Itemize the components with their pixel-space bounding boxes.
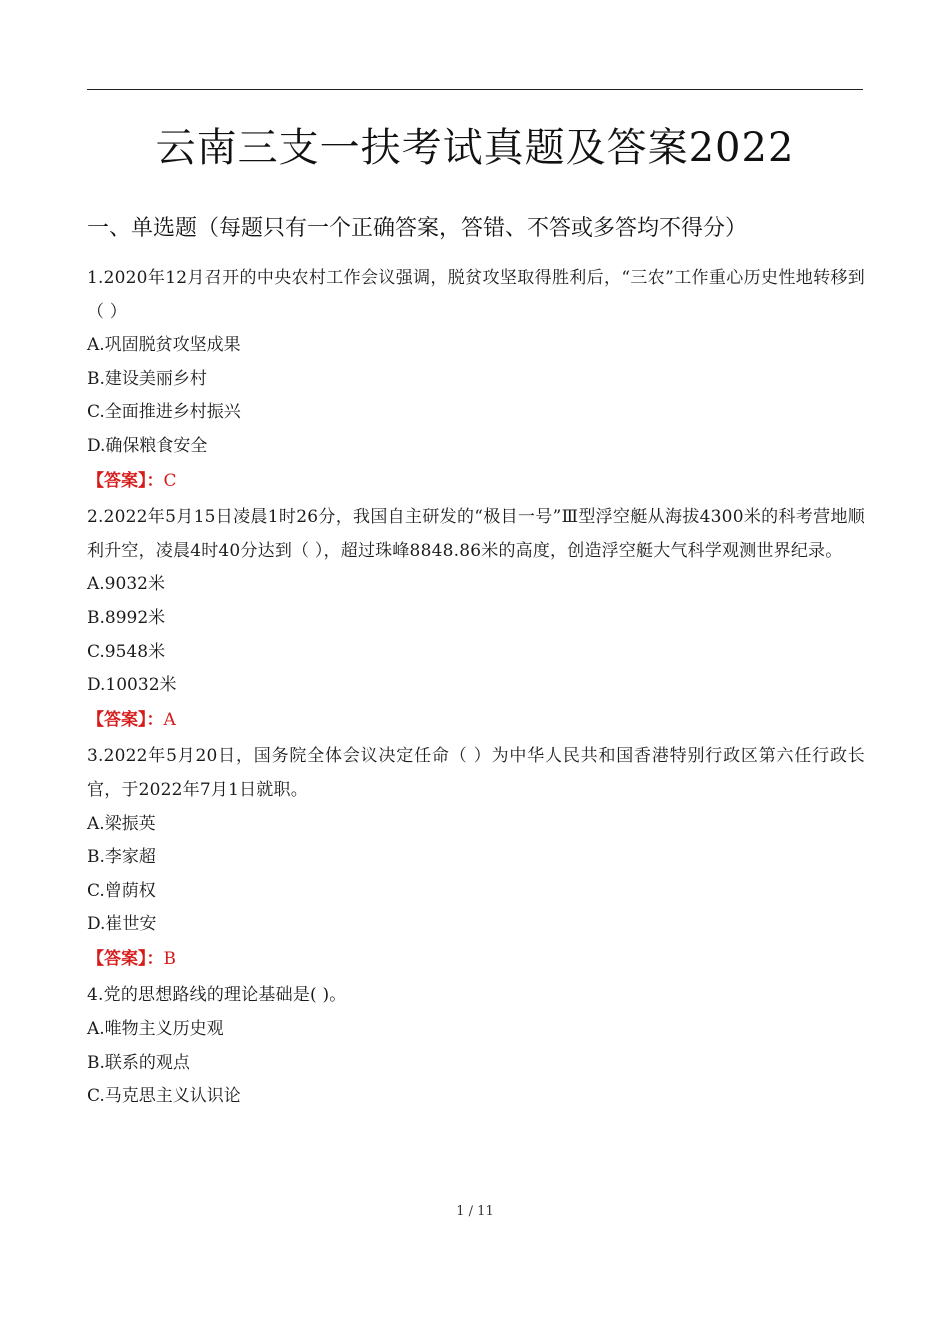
option-d: D.确保粮食安全 — [87, 435, 208, 456]
section-heading: 一、单选题（每题只有一个正确答案，答错、不答或多答均不得分） — [87, 216, 748, 241]
answer-value: C — [163, 470, 177, 491]
header-rule — [87, 89, 863, 90]
question-block — [87, 501, 865, 737]
question-text: 4.党的思想路线的理论基础是( )。 — [87, 985, 347, 1006]
question-block — [87, 740, 865, 976]
option-b: B.联系的观点 — [87, 1052, 190, 1073]
answer-line — [87, 465, 865, 499]
question-text: 2.2022年5月15日凌晨1时26分，我国自主研发的“极目一号”Ⅲ型浮空艇从海拔4300米的科考营地顺利升空，凌晨4时40分达到（ ），超过珠峰8848.86米的高度，创造浮空艇大气科学观测世界纪录。 — [87, 507, 865, 561]
question-block — [87, 979, 865, 1113]
question-text: 3.2022年5月20日，国务院全体会议决定任命（ ）为中华人民共和国香港特别行政区第六任行政长官，于2022年7月1日就职。 — [87, 746, 865, 800]
option-c: C.曾荫权 — [87, 880, 156, 901]
option-d: D.崔世安 — [87, 914, 157, 935]
answer-line — [87, 943, 865, 977]
answer-label: 【答案】： — [87, 948, 164, 969]
answer-line — [87, 704, 865, 738]
answer-value: A — [163, 709, 176, 730]
option-a: A.9032米 — [87, 574, 165, 595]
option-b: B.8992米 — [87, 607, 166, 628]
option-c: C.马克思主义认识论 — [87, 1086, 241, 1107]
question-list — [87, 262, 865, 1114]
answer-label: 【答案】： — [87, 470, 164, 491]
option-a: A.巩固脱贫攻坚成果 — [87, 335, 241, 356]
page-number: 1 / 11 — [456, 1204, 494, 1219]
option-a: A.唯物主义历史观 — [87, 1019, 224, 1040]
answer-value: B — [163, 948, 176, 969]
option-b: B.李家超 — [87, 847, 156, 868]
answer-label: 【答案】： — [87, 709, 164, 730]
option-c: C.全面推进乡村振兴 — [87, 402, 241, 423]
document-title: 云南三支一扶考试真题及答案2022 — [155, 125, 795, 171]
option-c: C.9548米 — [87, 641, 166, 662]
question-block — [87, 262, 865, 498]
option-b: B.建设美丽乡村 — [87, 368, 207, 389]
option-a: A.梁振英 — [87, 813, 156, 834]
option-d: D.10032米 — [87, 675, 177, 696]
question-text: 1.2020年12月召开的中央农村工作会议强调，脱贫攻坚取得胜利后，“三农”工作重心历史性地转移到（ ） — [87, 268, 865, 322]
